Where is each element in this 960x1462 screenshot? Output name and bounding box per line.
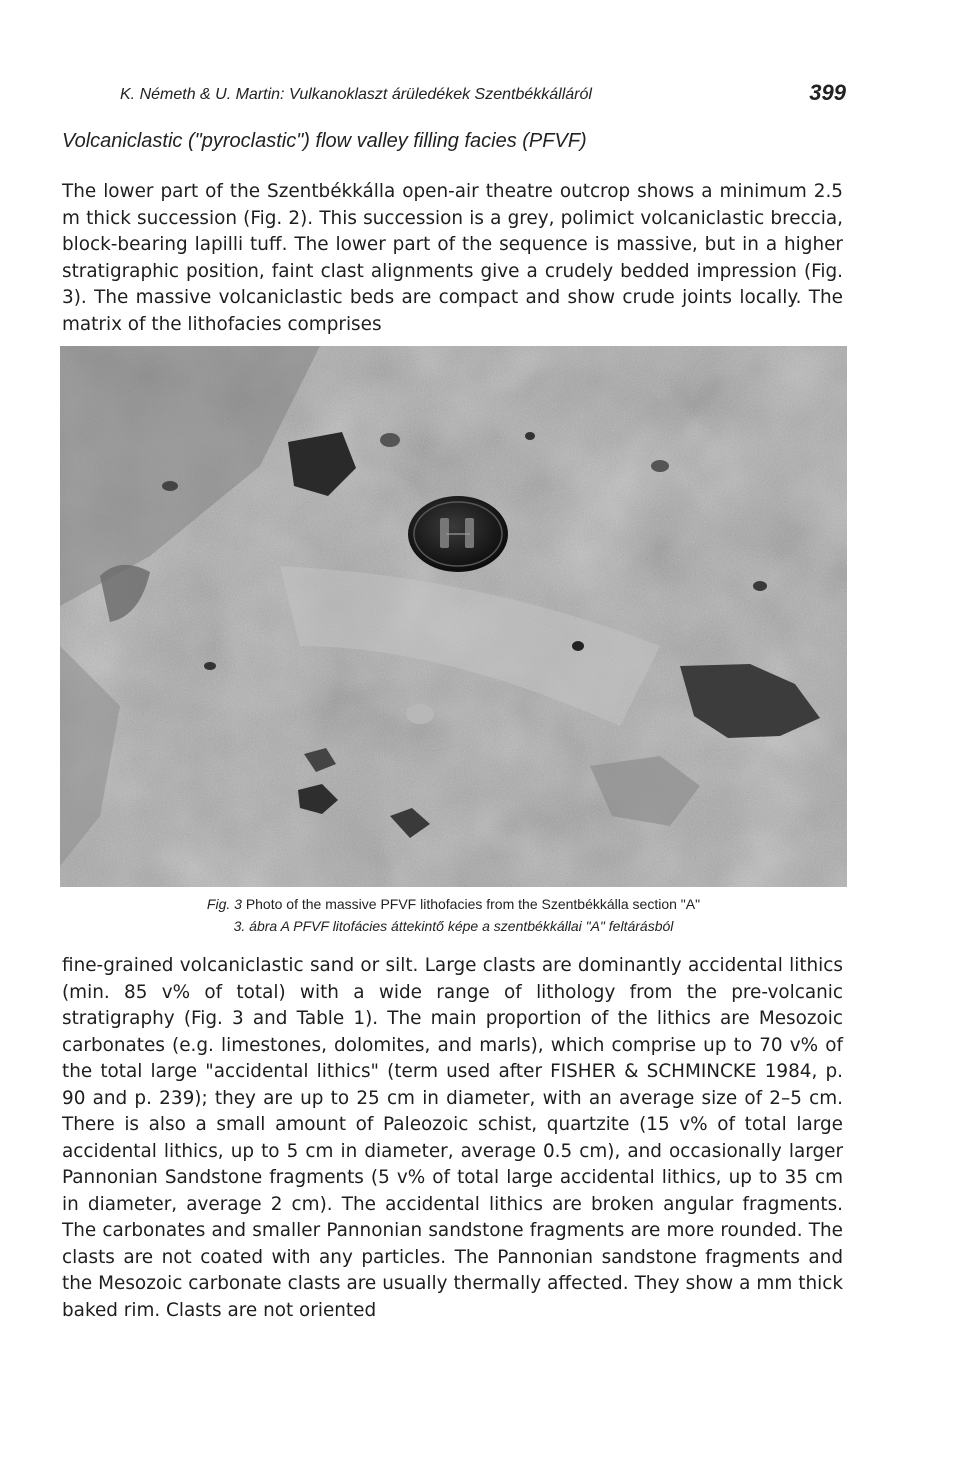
paragraph-1-text: The lower part of the Szentbékkálla open-air theatre outcrop shows a minimum 2.5 m thick succession (Fig. 2). This succession is a grey, polimict volcaniclastic breccia, block-bearing lapilli tuff. The lower part of the sequence is massive, but in a higher stratigraphic position, faint clast alignments give a crudely bedded impression (Fig. 3). The massive volcaniclastic beds are compact and show crude joints locally. The matrix of the lithofacies comprises xyxy=(62,181,843,335)
pebble-3 xyxy=(204,662,216,670)
section-title: Volcaniclastic ("pyroclastic") flow valley filling facies (PFVF) xyxy=(62,130,587,152)
figure-caption-english xyxy=(60,896,847,912)
pebble-4 xyxy=(572,641,584,651)
pebble-2 xyxy=(406,704,434,724)
body-paragraph-2 xyxy=(62,953,843,1324)
running-head-authors: K. Németh & U. Martin: Vulkanoklaszt árüledékek Szentbékkálláról xyxy=(120,86,592,103)
lens-cap-grip-right xyxy=(465,518,474,548)
body-paragraph-1 xyxy=(62,179,843,338)
figure-caption-en-text: Photo of the massive PFVF lithofacies from the Szentbékkálla section "A" xyxy=(245,896,701,912)
figure-caption-hungarian: 3. ábra A PFVF litofácies áttekintő képe a szentbékkállai "A" feltárásból xyxy=(233,918,674,934)
page-number: 399 xyxy=(809,80,846,105)
pebble-1 xyxy=(380,433,400,447)
figure-label: Fig. 3 xyxy=(206,896,242,912)
pebble-6 xyxy=(753,581,767,591)
pebble-5 xyxy=(525,432,535,440)
lens-cap-grip-left xyxy=(440,518,449,548)
figure-photo xyxy=(60,346,847,887)
pebble-8 xyxy=(651,460,669,472)
pebble-7 xyxy=(162,481,178,491)
outcrop-photo xyxy=(60,346,847,887)
paragraph-2-text: fine-grained volcaniclastic sand or silt. Large clasts are dominantly accidental lithics (min. 85 v% of total) with a wide range of lithology from the pre-volcanic stratigraphy (Fig. 3 and Table 1). The main proportion of the lithics are Mesozoic carbonates (e.g. limestones, dolomites, and marls), which comprise up to 70 v% of the total large "accidental lithics" (term used after FISHER & SCHMINCKE 1984, p. 90 and p. 239); they are up to 25 cm in diameter, with an average size of 2–5 cm. There is also a small amount of Paleozoic schist, quartzite (15 v% of total large accidental lithics, up to 5 cm in diameter, average 0.5 cm), and occasionally larger Pannonian Sandstone fragments (5 v% of total large accidental lithics, up to 35 cm in diameter, average 2 cm). The accidental lithics are broken angular fragments. The carbonates and smaller Pannonian sandstone fragments are more rounded. The clasts are not coated with any particles. The Pannonian sandstone fragments and the Mesozoic carbonate clasts are usually thermally affected. They show a mm thick baked rim. Clasts are not oriented xyxy=(62,955,843,1321)
